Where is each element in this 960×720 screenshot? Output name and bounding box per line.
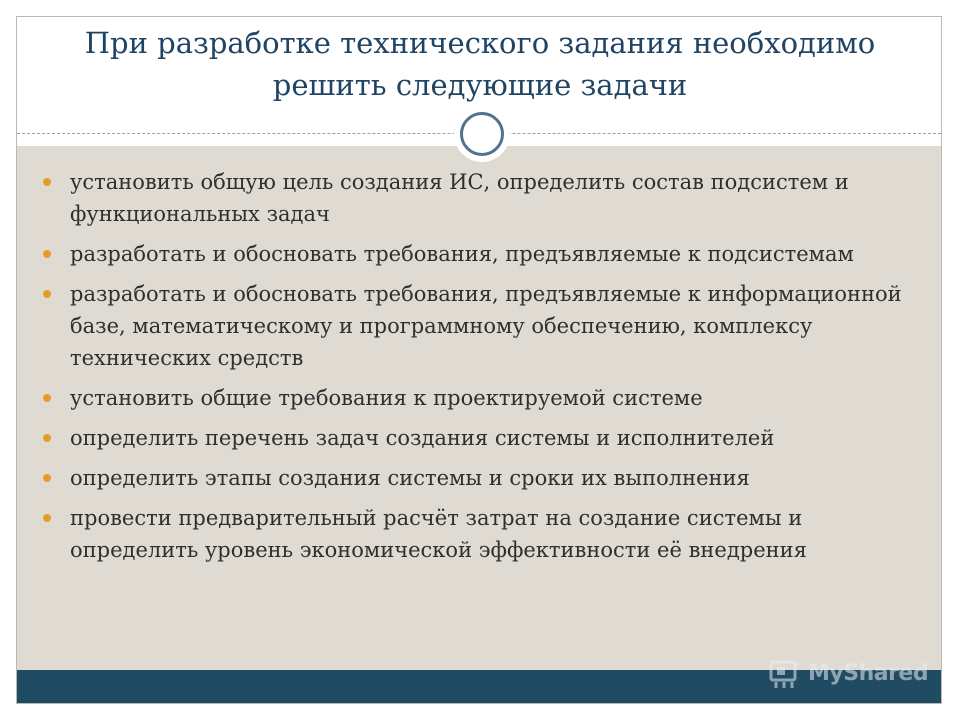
list-item (40, 502, 912, 566)
list-item-text: разработать и обосновать требования, предъявляемые к подсистемам (70, 242, 854, 266)
list-item (40, 422, 912, 454)
list-item-text: установить общую цель создания ИС, определить состав подсистем и функциональных задач (70, 170, 849, 226)
watermark (768, 656, 928, 692)
list-item (40, 166, 912, 230)
list-item-text: разработать и обосновать требования, предъявляемые к информационной базе, математическому и программному обеспечению, комплексу технических средств (70, 282, 902, 370)
bullet-dot-icon (43, 250, 51, 258)
bullet-dot-icon (43, 394, 51, 402)
list-item-text: определить перечень задач создания системы и исполнителей (70, 426, 775, 450)
ring-circle-icon (460, 112, 504, 156)
list-item-text: провести предварительный расчёт затрат на создание системы и определить уровень экономической эффективности её внедрения (70, 506, 807, 562)
list-item (40, 278, 912, 374)
list-item (40, 238, 912, 270)
list-item (40, 382, 912, 414)
slide-title: При разработке технического задания необходимо решить следующие задачи (84, 26, 876, 102)
mysharedlogo-icon (768, 658, 802, 690)
list-item-text: определить этапы создания системы и сроки их выполнения (70, 466, 750, 490)
bullet-dot-icon (43, 434, 51, 442)
task-list (40, 166, 912, 574)
list-item (40, 462, 912, 494)
list-item-text: установить общие требования к проектируемой системе (70, 386, 703, 410)
watermark-text: MyShared (808, 661, 929, 686)
bullet-dot-icon (43, 290, 51, 298)
bullet-dot-icon (43, 474, 51, 482)
bullet-dot-icon (43, 514, 51, 522)
bullet-dot-icon (43, 178, 51, 186)
